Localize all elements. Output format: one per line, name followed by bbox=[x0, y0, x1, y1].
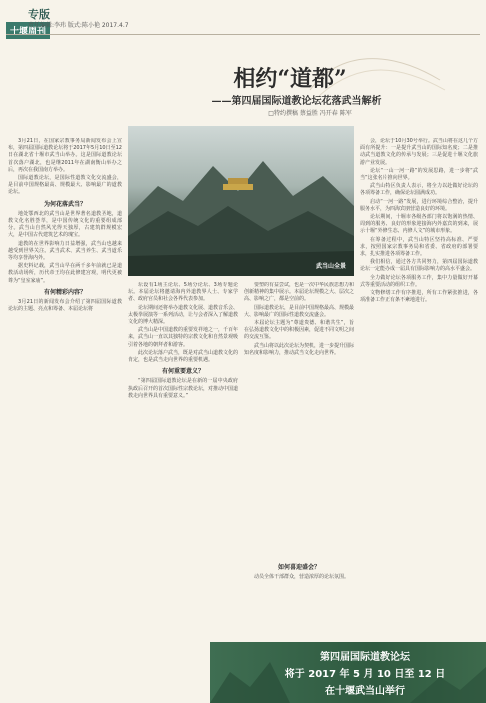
paragraph: 道教的在世界影响力日益增强，武当山也越来越受到世界关注。武当武术、武当养生、武当道乐等均享誉海内外。 bbox=[8, 240, 122, 262]
paragraph: 我们相信，通过各方共同努力，第四届国际道教论坛一定能办成一届具有国际影响力的高水平盛会。 bbox=[360, 259, 478, 273]
column-2 bbox=[128, 282, 238, 698]
paragraph: 国际道教论坛，是目前中国规格最高、规模最大、影响最广的国际性道教交流盛会。 bbox=[244, 304, 354, 318]
paragraph: 武当山特区负责人表示，将全力以赴做好论坛的各项筹备工作，确保论坛圆满成功。 bbox=[360, 183, 478, 197]
paragraph: 要塑的有益尝试，也是一次中华民族思想力和创新精神的集中展示。本届论坛规模之大、层次之高、影响之广，都是空前的。 bbox=[244, 282, 354, 303]
section-heading: 如何喜迎盛会？ bbox=[277, 564, 320, 571]
article-subhead: ——第四届国际道教论坛花落武当解析 bbox=[211, 96, 382, 107]
banner-line-2: 将于 2017 年 5 月 10 日至 12 日 bbox=[284, 669, 446, 680]
column-1 bbox=[8, 138, 122, 698]
editor-line: 责任编辑:李玮 版式:陈小艳 2017.4.7 bbox=[28, 22, 129, 29]
column-3-lower bbox=[244, 560, 354, 640]
paragraph: 武当山将以此次论坛为契机，进一步提升国际知名度和影响力，推动武当文化走向世界。 bbox=[244, 342, 354, 356]
paragraph: 坛设有1场主论坛、5场分论坛、3场专题论坛。本届论坛将邀请海内外道教界人士、专家学者、政府官员和社会各界代表参加。 bbox=[128, 282, 238, 303]
event-banner bbox=[210, 642, 486, 703]
section-heading: 有何重要意义？ bbox=[161, 368, 204, 376]
article-headline: 相约“道都” bbox=[233, 66, 347, 92]
paragraph: 论坛期间还将举办道教文化展、道教音乐会、太极拳展演等一系列活动，让与会者深入了解道教文化的博大精深。 bbox=[128, 304, 238, 326]
wudang-photo bbox=[128, 126, 354, 276]
paragraph: 地处鄂西北的武当山是世界著名道教圣地，道教文化名胜荟萃，是中国传统文化的重要组成部分。武当山自然风光得天独厚，古建筑群规模宏大，是中国古代建筑艺术的瑰宝。 bbox=[8, 210, 122, 239]
article-byline: □特约撰稿 蔡益胜 冯开春 陈军 bbox=[268, 110, 352, 117]
paragraph: 3月21日的新闻发布会介绍了第四届国际道教论坛的主题、亮点和筹备、本届论坛将 bbox=[8, 299, 122, 313]
photo-caption: 武当山全景 bbox=[315, 263, 346, 270]
paragraph: 此次论坛落户武当，既是对武当山道教文化的肯定，也是武当走向世界的重要机遇。 bbox=[128, 349, 238, 364]
paragraph: 国际道教论坛，是国际性道教文化交流盛会，是目前中国规格最高、规模最大、影响最广的道教论坛。 bbox=[8, 175, 122, 196]
section-kicker: 专版 bbox=[28, 8, 50, 21]
paragraph: 本届论坛主题为“尊道贵德、和谐共生”，旨在弘扬道教文化中的积极因素，促进不同文明之间的交流互鉴。 bbox=[244, 320, 354, 341]
paragraph: 在筹备过程中，武当山特区坚持高标准、严要求，按照国家宗教事务局和省委、省政府的部署要求，扎实推进各项筹备工作。 bbox=[360, 236, 478, 258]
section-heading: 为何花落武当？ bbox=[43, 200, 86, 208]
paragraph: 启动“一河一路”发展，进行环境综合整治，提升服务水平，为四海宾朋营造良好的环境。 bbox=[360, 198, 478, 212]
section-heading: 有何精彩内容？ bbox=[43, 288, 86, 296]
paragraph: 论坛期间，十堰市各级各部门将以饱满的热情、周到的服务、良好的形象迎接海内外嘉宾的到来，展示十堰“外修生态、内修人文”的城市形象。 bbox=[360, 214, 478, 235]
paragraph: 动员全体干部群众，营造浓厚的论坛氛围。 bbox=[254, 574, 350, 581]
paragraph: 论坛“一山一河一路”的发展思路，进一步将“武当”这张名片推向世界。 bbox=[360, 167, 478, 182]
paragraph: 据史料记载，武当山早在两千多年前就已是道教活动场所，历代帝王均在此修建宫观，明代更被尊为“皇室家庙”。 bbox=[8, 263, 122, 284]
paragraph: 会，论坛于10月30号举行。武当山将在这几个方面有所提升：一是提升武当山的国际知名度；二是推动武当道教文化的传承与发展；三是促进十堰文化旅游产业发展。 bbox=[360, 138, 478, 166]
header-divider bbox=[6, 34, 480, 35]
banner-line-3: 在十堰武当山举行 bbox=[325, 686, 405, 697]
column-4 bbox=[360, 138, 478, 638]
paragraph: 3月21日，在国家宗教事务局新闻发布会上宣布，第四届国际道教论坛将于2017年5月10日至12日在湖北省十堰市武当山举办。这是国际道教论坛首次落户湖北，也是继2011年在湖南衡山举办之后，再次在我国南方举办。 bbox=[8, 138, 122, 173]
paragraph: 武当山是中国道教的重要发祥地之一，千百年来，武当山一直以其独特的宗教文化和自然景观吸引着各地的朝拜者和游客。 bbox=[128, 327, 238, 348]
paragraph: 全力做好论坛各项服务工作，集中力量做好开幕式等重要活动的组织工作。 bbox=[360, 274, 478, 288]
paragraph: “第四届国际道教论坛是在新的一届中央政府执政后召开的首次国际性宗教论坛，对推动中国道教走向世界具有重要意义。” bbox=[128, 378, 238, 399]
mountain-illustration bbox=[128, 126, 354, 276]
publication-badge: 十堰周刊 bbox=[6, 22, 50, 39]
banner-line-1: 第四届国际道教论坛 bbox=[320, 652, 410, 663]
paragraph: 文物修缮工作有序推进，所有工作紧张推进，各项准备工作正有条不紊地进行。 bbox=[360, 290, 478, 304]
